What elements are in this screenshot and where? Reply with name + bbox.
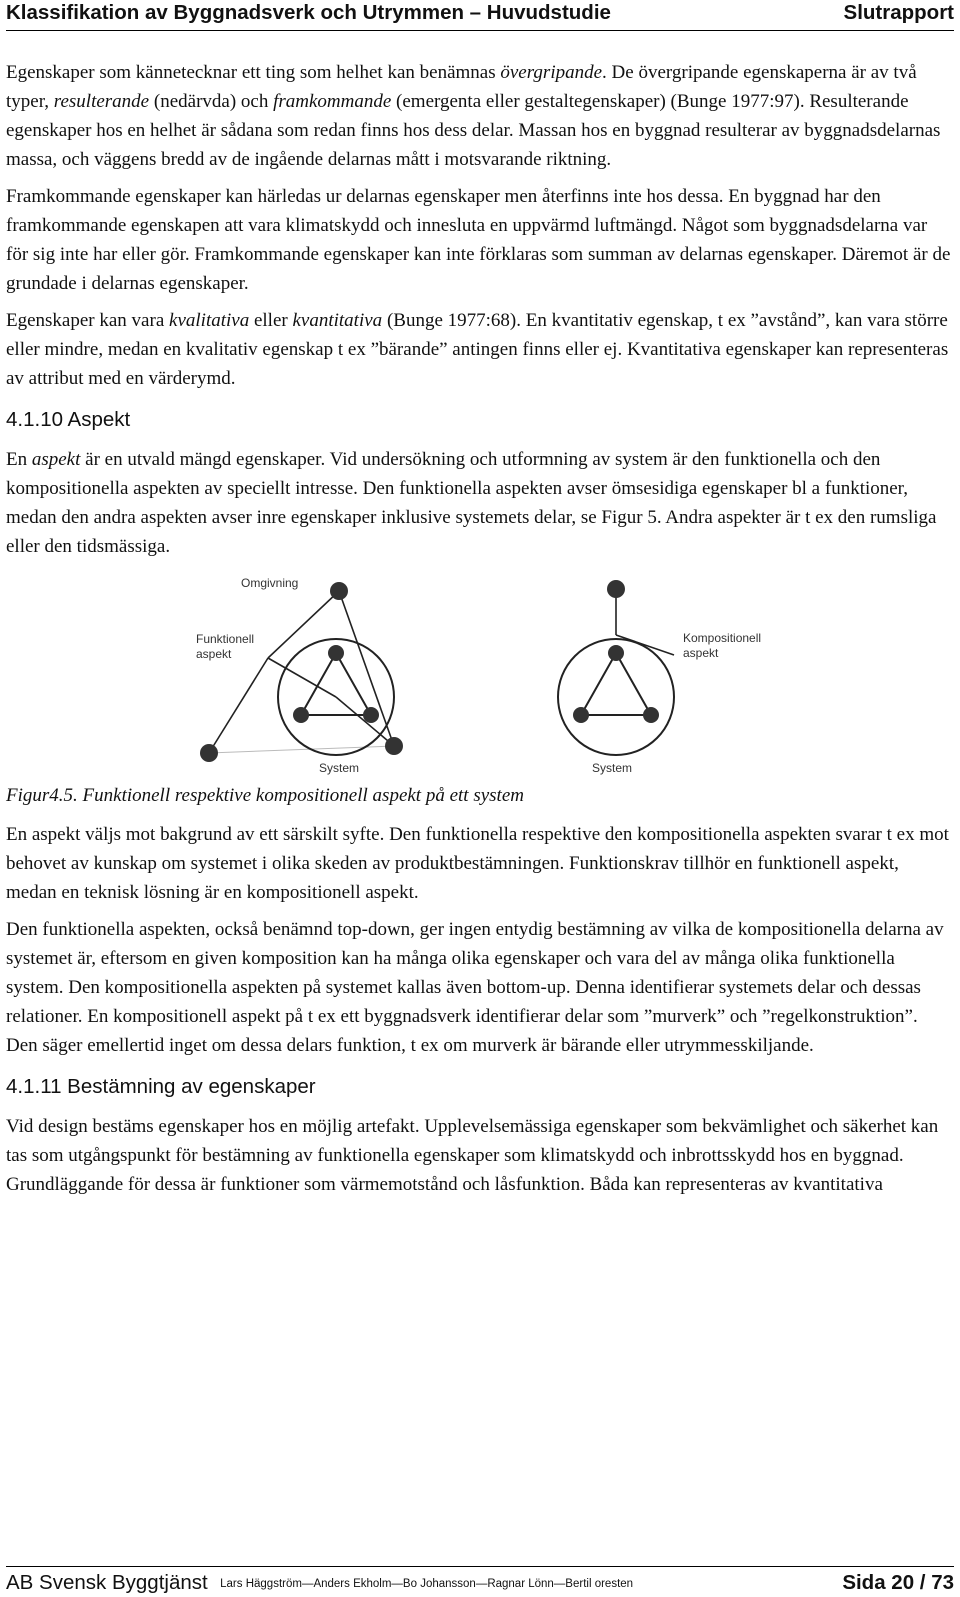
- label-system-left: System: [319, 761, 360, 775]
- paragraph-5: En aspekt väljs mot bakgrund av ett särskilt syfte. Den funktionella respektive den kompositionella aspekten svarar t ex mot behovet av kunskap om systemet i olika skeden av produktbestämningen. Funktionskrav tillhör en funktionell aspekt, medan en teknisk lösning är en kompositionell aspekt.: [6, 824, 949, 903]
- environment-node: [607, 580, 625, 598]
- component-node: [573, 707, 589, 723]
- document-title: Klassifikation av Byggnadsverk och Utrymmen – Huvudstudie: [6, 1, 611, 24]
- report-type: Slutrapport: [843, 1, 954, 24]
- label-compositional-line1: Kompositionell: [683, 631, 762, 645]
- connector-line: [209, 658, 268, 753]
- component-node: [328, 645, 344, 661]
- environment-node: [200, 744, 218, 762]
- label-functional-line2: aspekt: [196, 647, 232, 661]
- paragraph-1: Egenskaper som kännetecknar ett ting som helhet kan benämnas övergripande. De övergripande egenskaperna är av två typer, resulterande (nedärvda) och framkommande (emergenta eller gestaltegenskaper) (Bunge 1977:97). Resulterande egenskaper hos en helhet är sådana som redan finns hos dess delar. Massan hos en byggnad resulterar av byggnadsdelarnas massa, och väggens bredd av de ingående delarnas mått i motsvarande riktning.: [6, 62, 941, 170]
- section-heading-aspekt: 4.1.10 Aspekt: [6, 408, 131, 431]
- label-environment: Omgivning: [241, 576, 299, 590]
- page-number: Sida 20 / 73: [842, 1571, 954, 1594]
- aspect-figure: [6, 569, 954, 777]
- paragraph-4: En aspekt är en utvald mängd egenskaper. Vid undersökning och utformning av system är den funktionella och den kompositionella aspekten av speciellt intresse. Den funktionella aspekten avser ömsesidiga egenskaper bl a funktioner, medan den andra aspekten avser inre egenskaper inklusive systemets delar, se Figur 5. Andra aspekter är t ex den rumsliga eller den tidsmässiga.: [6, 449, 937, 557]
- authors: Lars Häggström—Anders Ekholm—Bo Johansson—Ragnar Lönn—Bertil oresten: [220, 1578, 634, 1590]
- section-heading-bestamning: 4.1.11 Bestämning av egenskaper: [6, 1075, 316, 1098]
- component-node: [643, 707, 659, 723]
- aspect-diagram: [6, 569, 954, 777]
- connector-line: [616, 635, 674, 655]
- paragraph-2: Framkommande egenskaper kan härledas ur delarnas egenskaper men återfinns inte hos dessa. En byggnad har den framkommande egenskapen att vara klimatskydd och innesluta en uppvärmd luftmängd. Något som byggnadsdelarna var för sig inte har eller gör. Framkommande egenskaper kan inte förklaras som summan av delarnas egenskaper. Däremot är de grundade i delarnas egenskaper.: [6, 186, 951, 294]
- environment-node: [330, 582, 348, 600]
- component-node: [293, 707, 309, 723]
- environment-node: [385, 737, 403, 755]
- paragraph-3: Egenskaper kan vara kvalitativa eller kvantitativa (Bunge 1977:68). En kvantitativ egenskap, t ex ”avstånd”, kan vara större eller mindre, medan en kvalitativ egenskap t ex ”bärande” antingen finns eller ej. Kvantitativa egenskaper kan representeras av attribut med en värderymd.: [6, 310, 949, 389]
- component-node: [608, 645, 624, 661]
- component-triangle: [301, 653, 371, 715]
- component-triangle: [581, 653, 651, 715]
- paragraph-6: Den funktionella aspekten, också benämnd top-down, ger ingen entydig bestämning av vilka de kompositionella delarna av systemet är, eftersom en given komposition kan ha många olika egenskaper och vara del av många olika funktionella system. Den kompositionella aspekten på systemet kallas även bottom-up. Denna identifierar systemets delar och dessas relationer. En kompositionell aspekt på t ex ett byggnadsverk identifierar delar som ”murverk” och ”regelkonstruktion”. Den säger emellertid inget om dessa delars funktion, t ex om murverk är bärande eller utrymmesskiljande.: [6, 919, 944, 1056]
- component-node: [363, 707, 379, 723]
- figure-caption: Figur4.5. Funktionell respektive kompositionell aspekt på ett system: [6, 785, 524, 806]
- organization: AB Svensk Byggtjänst: [6, 1571, 208, 1594]
- label-functional-line1: Funktionell: [196, 632, 255, 646]
- paragraph-7: Vid design bestäms egenskaper hos en möjlig artefakt. Upplevelsemässiga egenskaper som bekvämlighet och säkerhet kan tas som utgångspunkt för bestämning av funktionella egenskaper som klimatskydd och inbrottsskydd hos en byggnad. Grundläggande för dessa är funktioner som värmemotstånd och låsfunktion. Båda kan representeras av kvantitativa: [6, 1116, 939, 1195]
- label-compositional-line2: aspekt: [683, 646, 719, 660]
- main-content: [6, 58, 954, 1207]
- page-header: [6, 0, 954, 31]
- page-footer: [6, 1566, 954, 1595]
- label-system-right: System: [592, 761, 633, 775]
